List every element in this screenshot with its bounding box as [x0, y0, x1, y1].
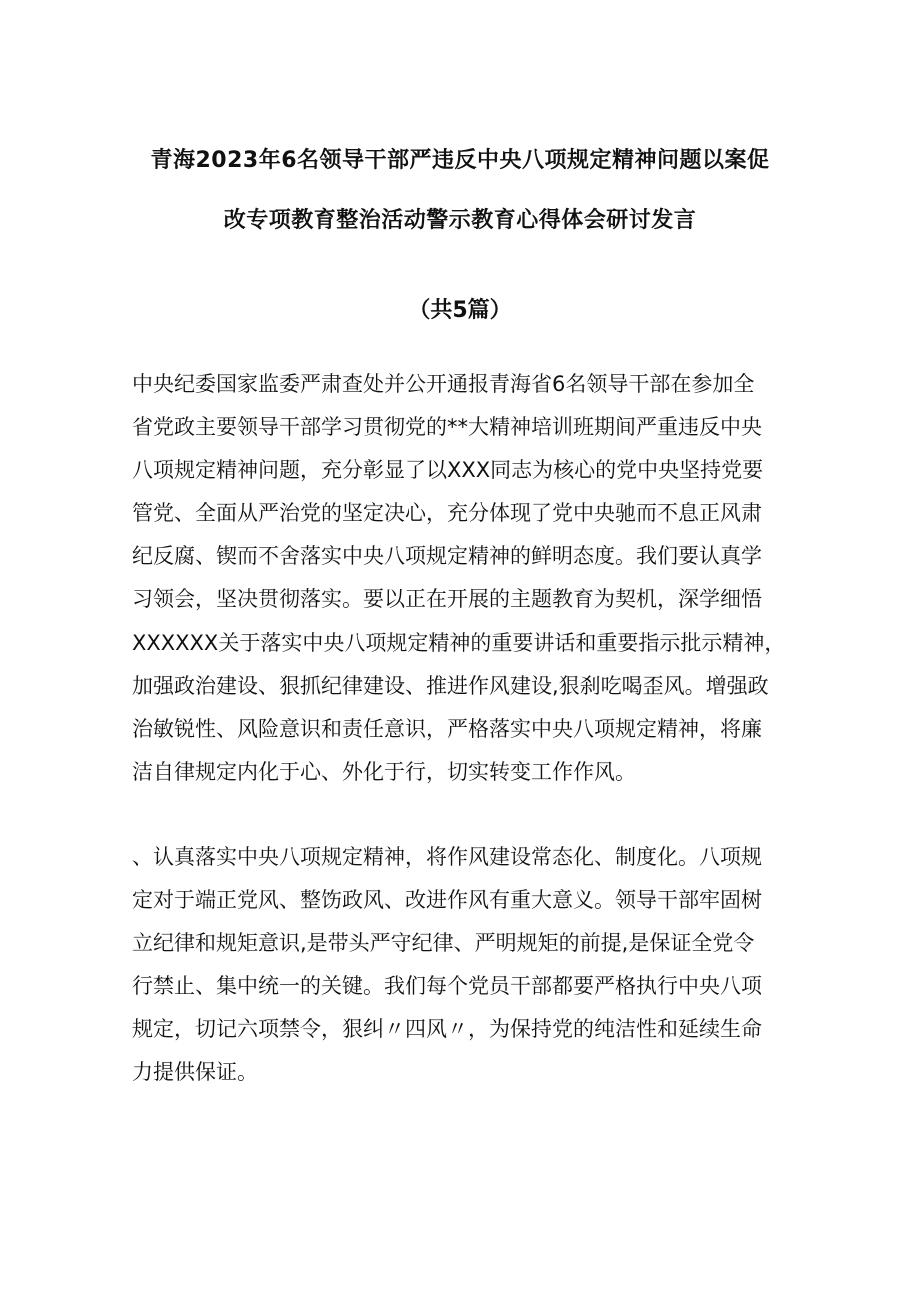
document-subtitle: （共5篇） — [408, 298, 512, 323]
document-title-line-2: 改专项教育整治活动警示教育心得体会研讨发言 — [223, 208, 697, 233]
paragraph-line: 力提供保证。 — [132, 1060, 258, 1085]
paragraph-line: 立纪律和规矩意识,是带头严守纪律、严明规矩的前提,是保证全党令 — [132, 931, 755, 956]
paragraph-line: 定对于端正党风、整饬政风、改进作风有重大意义。领导干部牢固树 — [132, 888, 762, 913]
paragraph-line: 纪反腐、锲而不舍落实中央八项规定精神的鲜明态度。我们要认真学 — [132, 544, 762, 569]
paragraph-2 — [132, 836, 804, 1095]
paragraph-line: 中央纪委国家监委严肃查处并公开通报青海省6名领导干部在参加全 — [132, 372, 755, 396]
paragraph-line: 八项规定精神问题，充分彰显了以XXX同志为核心的党中央坚持党要 — [132, 458, 764, 483]
paragraph-line: 行禁止、集中统一的关键。我们每个党员干部都要严格执行中央八项 — [132, 974, 762, 999]
paragraph-1 — [132, 363, 804, 794]
paragraph-line: XXXXXX关于落实中央八项规定精神的重要讲话和重要指示批示精神， — [132, 630, 786, 655]
paragraph-line: 规定，切记六项禁令，狠纠〃四风〃，为保持党的纯洁性和延续生命 — [132, 1017, 762, 1042]
paragraph-line: 加强政治建设、狠抓纪律建设、推进作风建设,狠刹吃喝歪风。增强政 — [132, 673, 769, 698]
paragraph-line: 洁自律规定内化于心、外化于行，切实转变工作作风。 — [132, 759, 636, 784]
document-title-line-1: 青海2023年6名领导干部严违反中央八项规定精神问题以案促 — [150, 148, 770, 173]
paragraph-line: 省党政主要领导干部学习贯彻党的**大精神培训班期间严重违反中央 — [132, 415, 762, 440]
paragraph-line: 治敏锐性、风险意识和责任意识，严格落实中央八项规定精神，将廉 — [132, 716, 762, 741]
paragraph-line: 管党、全面从严治党的坚定决心，充分体现了党中央驰而不息正风肃 — [132, 501, 762, 526]
paragraph-line: 、认真落实中央八项规定精神，将作风建设常态化、制度化。八项规 — [132, 845, 762, 869]
paragraph-line: 习领会，坚决贯彻落实。要以正在开展的主题教育为契机，深学细悟 — [132, 587, 762, 612]
